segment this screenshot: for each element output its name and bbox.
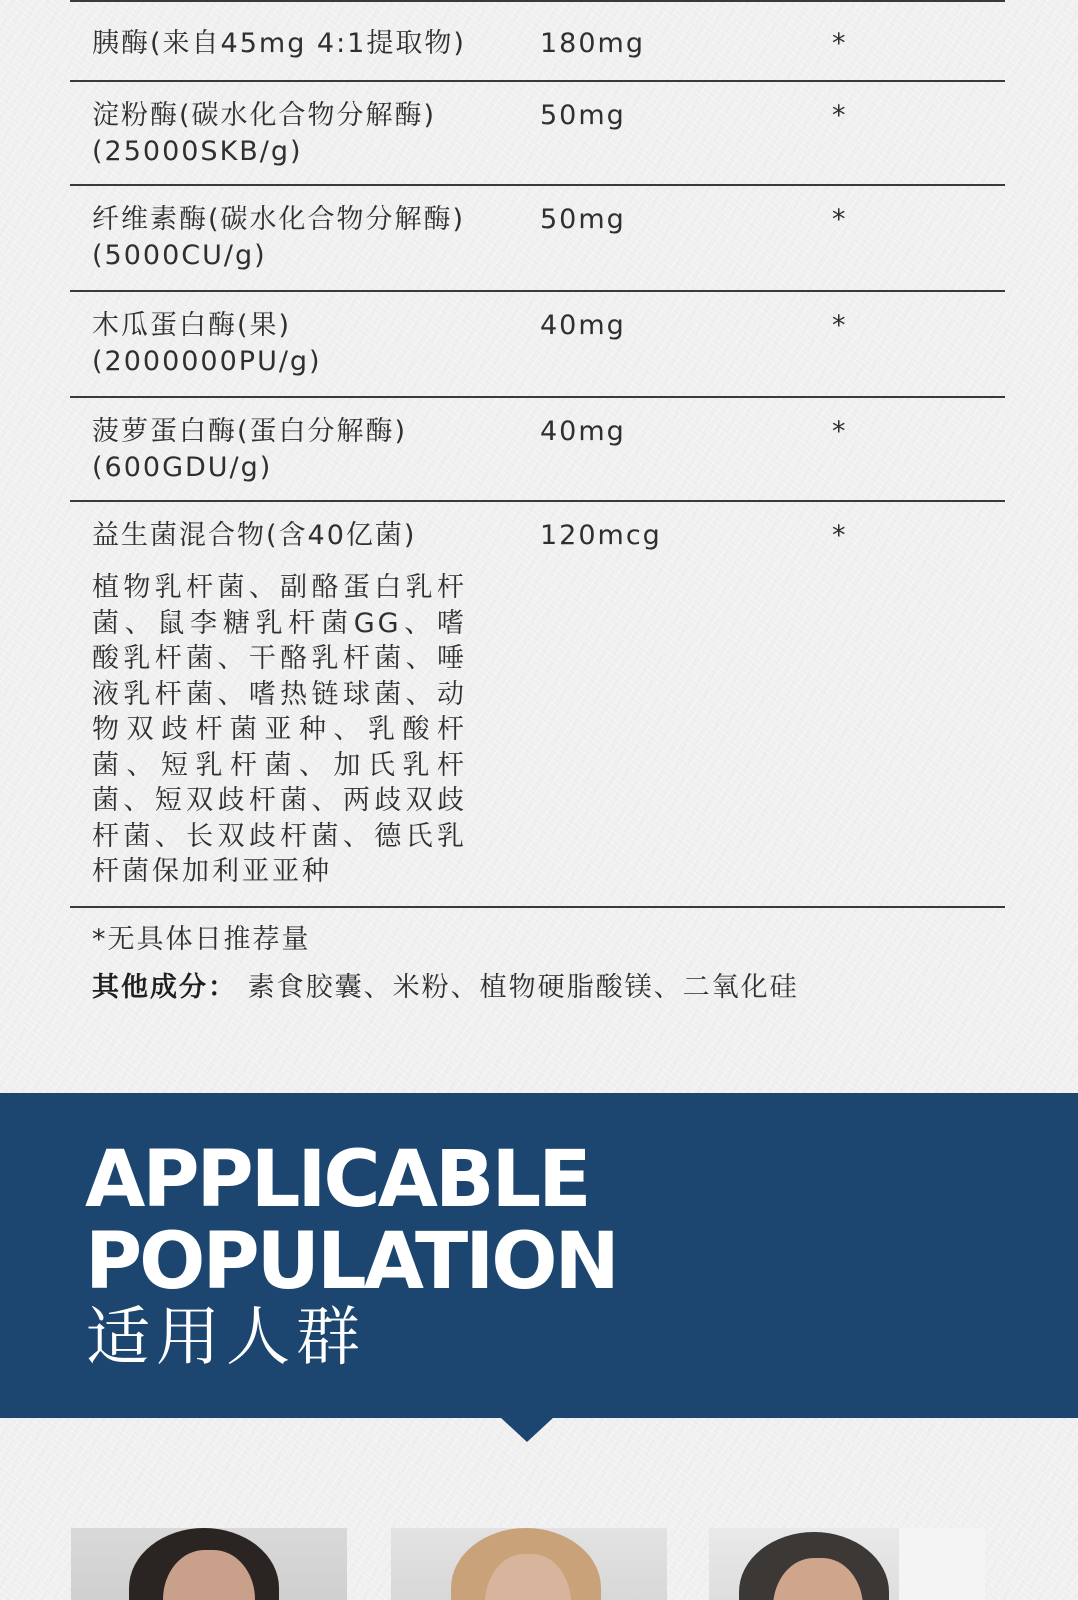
banner-title-en (85, 1135, 617, 1307)
ingredient-amount: 40mg (540, 416, 626, 447)
notes (92, 920, 992, 1008)
other-ingredients (92, 968, 992, 1008)
table-row (70, 82, 1005, 186)
daily-value: * (832, 310, 848, 341)
daily-value: * (832, 100, 848, 131)
banner-pointer-arrow (500, 1417, 554, 1442)
photo-background (899, 1528, 985, 1600)
ingredient-name: 纤维素酶(碳水化合物分解酶)(5000CU/g) (92, 204, 466, 271)
ingredient-name: 木瓜蛋白酶(果)(2000000PU/g) (92, 310, 322, 377)
ingredient-amount: 180mg (540, 28, 645, 59)
ingredient-name: 菠萝蛋白酶(蛋白分解酶)(600GDU/g) (92, 416, 408, 483)
probiotic-strains-list: 植物乳杆菌、副酪蛋白乳杆菌、鼠李糖乳杆菌GG、嗜酸乳杆菌、干酪乳杆菌、唾液乳杆菌、嗜热链球菌、动物双歧杆菌亚种、乳酸杆菌、短乳杆菌、加氏乳杆菌、短双歧杆菌、两歧双歧杆菌、长双歧杆菌、德氏乳杆菌保加利亚亚种 (92, 572, 467, 887)
daily-value: * (832, 416, 848, 447)
ingredient-amount: 50mg (540, 204, 626, 235)
table-row (70, 398, 1005, 502)
ingredient-name: 胰酶(来自45mg 4:1提取物) (92, 28, 466, 59)
other-ingredients-value: 素食胶囊、米粉、植物硬脂酸镁、二氧化硅 (247, 972, 799, 1003)
banner-title-en-line2: POPULATION (85, 1217, 617, 1307)
table-row (70, 186, 1005, 292)
table-row (70, 292, 1005, 398)
ingredient-amount: 120mcg (540, 520, 662, 551)
footnote: *无具体日推荐量 (92, 924, 311, 955)
ingredients-table (70, 0, 1005, 908)
applicable-population-banner (0, 1093, 1078, 1418)
banner-title-en-line1: APPLICABLE (85, 1135, 589, 1225)
population-photo-3 (709, 1528, 985, 1600)
population-photo-2 (391, 1528, 667, 1600)
daily-value: * (832, 204, 848, 235)
ingredient-amount: 40mg (540, 310, 626, 341)
table-row (70, 0, 1005, 82)
table-row (70, 502, 1005, 908)
banner-title-cn: 适用人群 (86, 1301, 366, 1375)
ingredient-name: 益生菌混合物(含40亿菌) (92, 520, 417, 551)
ingredient-amount: 50mg (540, 100, 626, 131)
daily-value: * (832, 520, 848, 551)
ingredient-name: 淀粉酶(碳水化合物分解酶)(25000SKB/g) (92, 100, 437, 167)
population-photo-1 (71, 1528, 347, 1600)
daily-value: * (832, 28, 848, 59)
other-ingredients-label: 其他成分： (92, 972, 237, 1003)
